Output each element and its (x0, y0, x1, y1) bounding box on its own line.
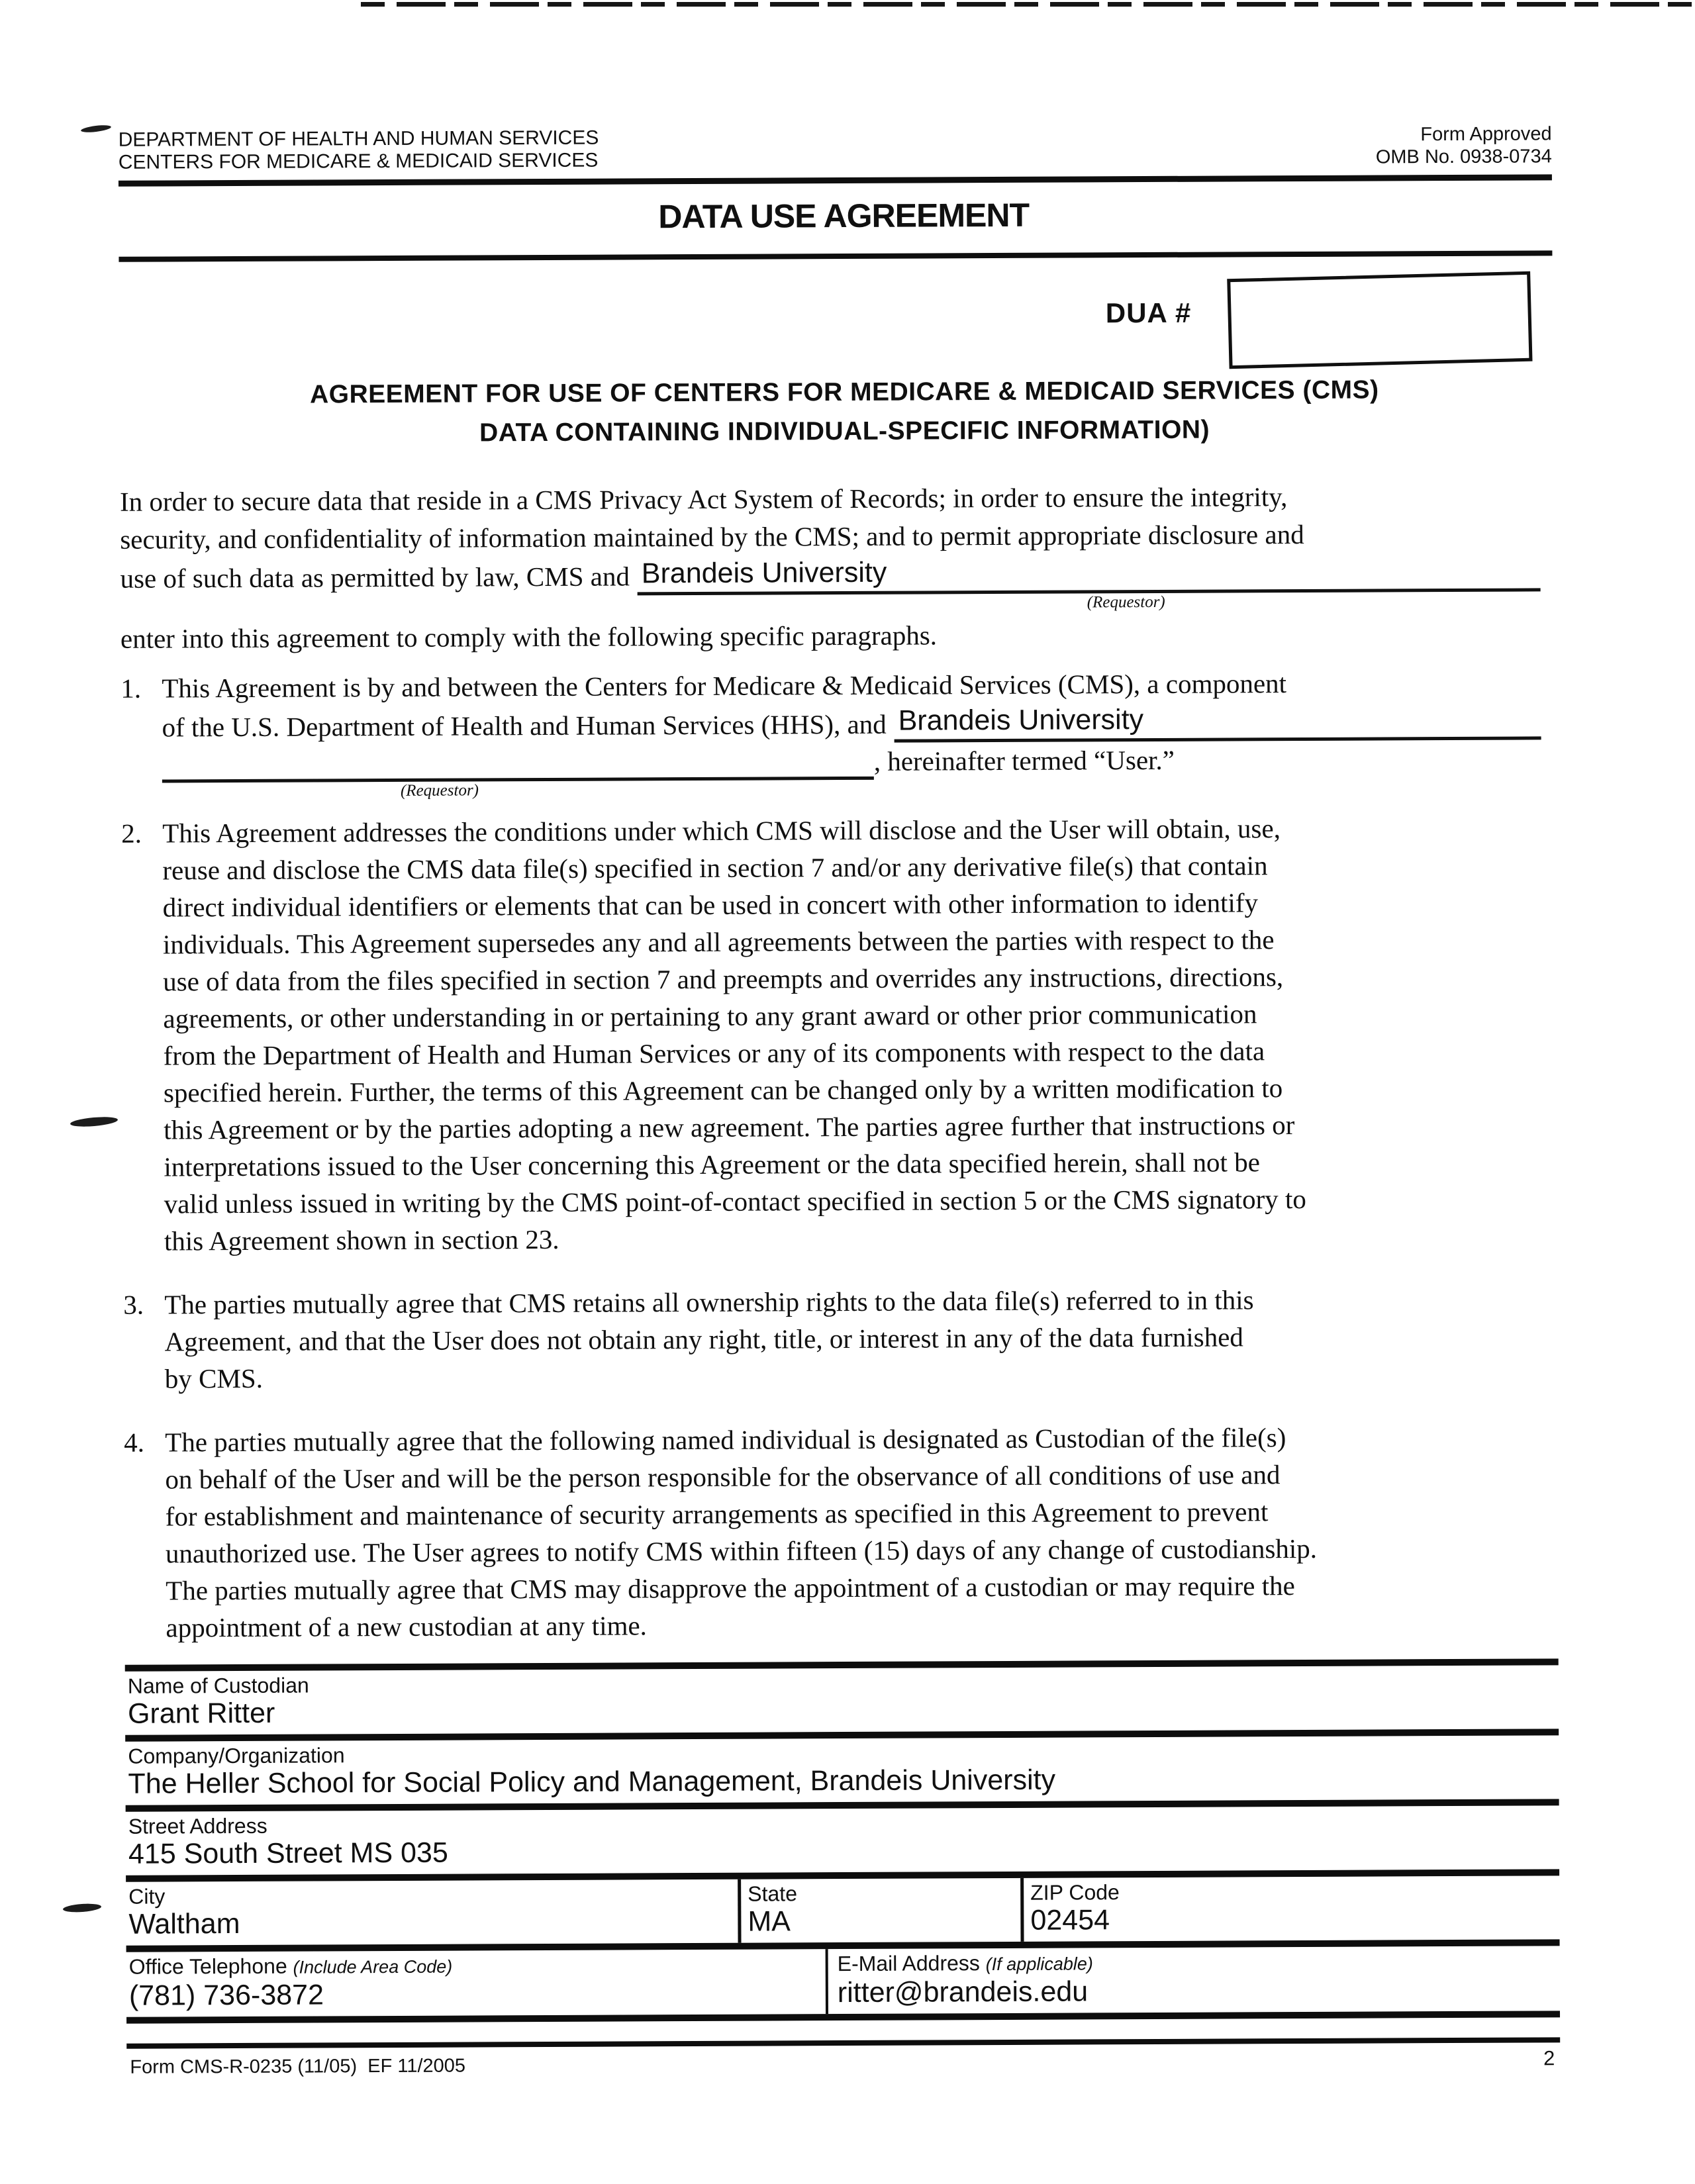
page-title: DATA USE AGREEMENT (658, 196, 1030, 236)
clause-2-number: 2. (121, 818, 142, 849)
field-row-company (125, 1729, 1559, 1805)
requestor-caption: (Requestor) (1087, 593, 1165, 612)
custodian-fields-table (125, 1658, 1560, 2023)
email-field (826, 1946, 1560, 2014)
custodian-name-label: Name of Custodian (127, 1673, 309, 1698)
clause-1-line-3-suffix: , hereinafter termed “User.” (873, 744, 1175, 777)
requestor-blank-line (638, 552, 1541, 595)
dua-number-row (119, 256, 1553, 373)
phone-field (126, 1949, 826, 2017)
clause-list (121, 663, 1545, 1646)
dua-number-label: DUA # (1105, 297, 1192, 329)
city-label: City (128, 1884, 166, 1909)
company-value: The Heller School for Social Policy and Management, Brandeis University (128, 1764, 1056, 1800)
footer-form-number: Form CMS-R-0235 (11/05) EF 11/2005 (130, 2055, 466, 2078)
field-row-custodian (125, 1658, 1559, 1734)
phone-value: (781) 736-3872 (128, 1979, 324, 2012)
phone-label-text: Office Telephone (128, 1954, 293, 1979)
clause-1-number: 1. (121, 673, 142, 704)
city-value: Waltham (128, 1908, 240, 1940)
clause-3 (123, 1280, 1544, 1397)
form-approval-block (1376, 122, 1552, 168)
page-footer (130, 2046, 1555, 2080)
dua-number-box (1227, 271, 1532, 369)
phone-label (129, 1952, 826, 1980)
agency-block (119, 127, 599, 174)
intro-closing-line: enter into this agreement to comply with the following specific paragraphs. (120, 620, 938, 654)
clause-1-requestor-blank (895, 700, 1541, 742)
agency-line-2: CENTERS FOR MEDICARE & MEDICAID SERVICES (118, 149, 599, 173)
clause-4-number: 4. (124, 1427, 145, 1458)
state-value: MA (748, 1905, 791, 1938)
clause-1-text (162, 663, 1541, 805)
footer-divider (126, 2037, 1560, 2048)
state-label: State (748, 1881, 798, 1906)
omb-number: OMB No. 0938-0734 (1375, 146, 1552, 168)
zip-label: ZIP Code (1030, 1880, 1120, 1905)
clause-3-number: 3. (123, 1289, 144, 1320)
form-approved-label: Form Approved (1420, 123, 1552, 146)
requestor-filled-value: Brandeis University (641, 556, 887, 590)
field-row-phone-email (126, 1939, 1560, 2023)
city-field (126, 1879, 738, 1946)
zip-field (1020, 1875, 1559, 1942)
agreement-subtitle-line-2: DATA CONTAINING INDIVIDUAL-SPECIFIC INFORMATION) (479, 415, 1210, 448)
page-header (119, 122, 1552, 173)
field-row-street (126, 1799, 1559, 1875)
clause-3-text: The parties mutually agree that CMS retains all ownership rights to the data file(s) referred to in this Agreement, and that the User does not obtain any right, title, or interest in any of the data furnished by CMS. (164, 1284, 1254, 1394)
clause-1-line-1: This Agreement is by and between the Centers for Medicare & Medicaid Services (CMS), a component (162, 668, 1287, 704)
agency-line-1: DEPARTMENT OF HEALTH AND HUMAN SERVICES (118, 126, 599, 151)
clause-1-requestor-caption: (Requestor) (400, 781, 479, 800)
clause-2-text: This Agreement addresses the conditions under which CMS will disclose and the User will obtain, use, reuse and disclose the CMS data file(s) specified in section 7 and/or any derivative file(s) that contain direct individual identifiers or elements that can be used in concert with other information to identify individuals. This Agreement supersedes any and all agreements between the parties with respect to the use of data from the files specified in section 7 and preempts and overrides any instructions, directions, agreements, or other understanding in or pertaining to any grant award or other prior communication from the Department of Health and Human Services or any of its components with respect to the data specified herein. Further, the terms of this Agreement can be changed only by a written modification to this Agreement or by the parties adopting a new agreement. The parties agree further that instructions or interpretations issued to the User concerning this Agreement or the data specified herein, shall not be valid unless issued in writing by the CMS point-of-contact specified in section 5 or the CMS signatory to this Agreement shown in section 23. (162, 813, 1306, 1257)
agreement-subtitle (0, 369, 1692, 454)
intro-fill-line (120, 552, 1540, 597)
street-address-value: 415 South Street MS 035 (128, 1836, 448, 1870)
field-row-city-state-zip (126, 1869, 1559, 1945)
email-label-note: (If applicable) (985, 1954, 1093, 1975)
intro-fill-prefix: use of such data as permitted by law, CMS and (120, 561, 630, 594)
email-label (838, 1948, 1560, 1977)
zip-value: 02454 (1030, 1904, 1110, 1936)
clause-1-fill-prefix: of the U.S. Department of Health and Human Services (HHS), and (162, 708, 887, 743)
email-value: ritter@brandeis.edu (837, 1975, 1089, 2009)
intro-paragraph (120, 477, 1541, 657)
clause-2 (121, 808, 1543, 1259)
clause-1-empty-blank (162, 750, 874, 783)
scan-edge-artifact (361, 2, 1695, 7)
clause-1 (121, 663, 1541, 805)
agreement-subtitle-line-1: AGREEMENT FOR USE OF CENTERS FOR MEDICARE & MEDICAID SERVICES (CMS) (309, 375, 1379, 409)
email-label-text: E-Mail Address (837, 1951, 986, 1976)
company-label: Company/Organization (128, 1743, 345, 1768)
clause-4 (124, 1417, 1545, 1646)
clause-1-blank-line (162, 739, 1541, 783)
phone-label-note: (Include Area Code) (293, 1956, 453, 1977)
clause-4-text: The parties mutually agree that the following named individual is designated as Custodian of the file(s) on behalf of the User and will be the person responsible for the observance of all conditions of use and for establishment and maintenance of security arrangements as specified in this Agreement to prevent unauthorized use. The User agrees to notify CMS within fifteen (15) days of any change of custodianship. The parties mutually agree that CMS may disapprove the appointment of a custodian or may require the appointment of a new custodian at any time. (165, 1422, 1318, 1643)
footer-page-number: 2 (1543, 2046, 1555, 2070)
intro-text: In order to secure data that reside in a CMS Privacy Act System of Records; in order to ensure the integrity, security, and confidentiality of information maintained by the CMS; and to permit appropriate disclosure and (119, 481, 1304, 555)
state-field (738, 1878, 1020, 1943)
clause-1-requestor-filled-value: Brandeis University (898, 704, 1144, 737)
header-divider (119, 174, 1552, 186)
custodian-name-value: Grant Ritter (127, 1697, 275, 1730)
clause-1-fill-line (162, 700, 1541, 745)
street-address-label: Street Address (128, 1813, 267, 1838)
